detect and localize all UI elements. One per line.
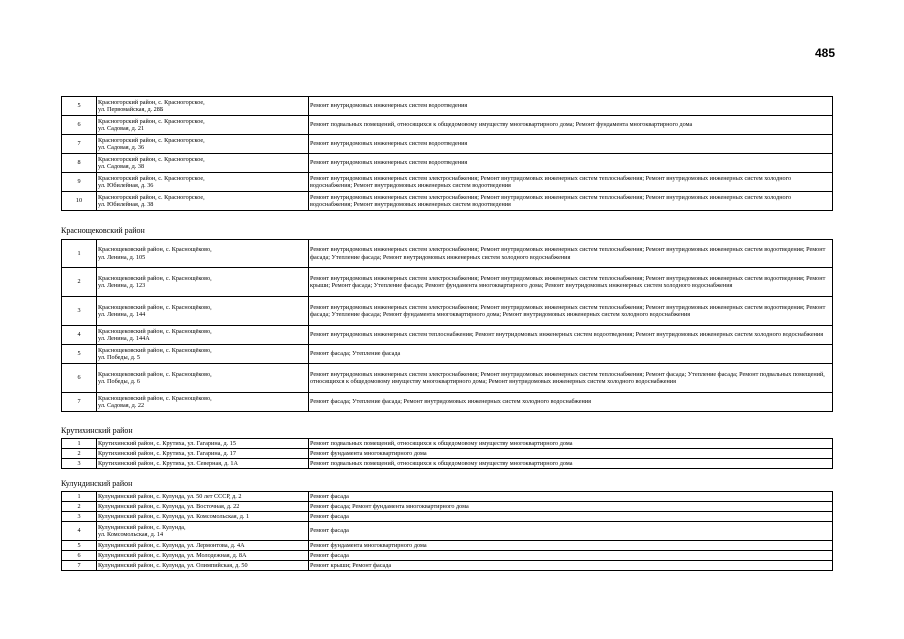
works-cell: Ремонт подвальных помещений, относящихся к общедомовому имуществу многоквартирного дома; Ремонт фундамента многоквартирного дома xyxy=(309,116,833,135)
address-cell: Кулундинский район, с. Кулунда, ул. Лермонтова, д. 4А xyxy=(97,541,309,551)
row-number-cell: 2 xyxy=(62,268,97,297)
works-table xyxy=(61,438,833,469)
row-number-cell: 3 xyxy=(62,512,97,522)
works-cell: Ремонт внутридомовых инженерных систем теплоснабжения; Ремонт внутридомовых инженерных систем водоотведения; Ремонт внутридомовых инженерных систем холодного водоснабжения xyxy=(309,326,833,345)
row-number-cell: 7 xyxy=(62,561,97,571)
address-cell: Крутихинский район, с. Крутиха, ул. Гагарина, д. 15 xyxy=(97,439,309,449)
address-cell: Кулундинский район, с. Кулунда, ул. Комсомольская, д. 1 xyxy=(97,512,309,522)
table-row xyxy=(62,326,833,345)
works-cell: Ремонт внутридомовых инженерных систем электроснабжения; Ремонт внутридомовых инженерных систем теплоснабжения; Ремонт внутридомовых инженерных систем холодного водоснабжения; Ремонт внутридомовых инженерных систем водоотведения xyxy=(309,173,833,192)
district-heading: Кулундинский район xyxy=(61,479,133,488)
row-number-cell: 1 xyxy=(62,439,97,449)
works-cell: Ремонт внутридомовых инженерных систем электроснабжения; Ремонт внутридомовых инженерных систем теплоснабжения; Ремонт внутридомовых инженерных систем водоотведения; Ремонт крыши; Ремонт фасада; Утепление фасада; Ремонт фундамента многоквартирного дома; Ремонт внутридомовых инженерных систем холодного водоснабжения xyxy=(309,268,833,297)
address-cell: Краснощековский район, с. Краснощёково, ул. Ленина, д. 105 xyxy=(97,240,309,268)
table-row xyxy=(62,240,833,268)
address-cell: Краснощековский район, с. Краснощёково, ул. Победы, д. 5 xyxy=(97,345,309,364)
row-number-cell: 5 xyxy=(62,97,97,116)
address-cell: Кулундинский район, с. Кулунда, ул. Комсомольская, д. 14 xyxy=(97,522,309,541)
table-row xyxy=(62,512,833,522)
row-number-cell: 9 xyxy=(62,173,97,192)
table-row xyxy=(62,439,833,449)
row-number-cell: 6 xyxy=(62,551,97,561)
row-number-cell: 7 xyxy=(62,393,97,412)
works-cell: Ремонт фасада xyxy=(309,551,833,561)
row-number-cell: 1 xyxy=(62,492,97,502)
district-heading: Крутихинский район xyxy=(61,426,133,435)
works-cell: Ремонт крыши; Ремонт фасада xyxy=(309,561,833,571)
address-cell: Кулундинский район, с. Кулунда, ул. Олимпийская, д. 50 xyxy=(97,561,309,571)
table-row xyxy=(62,297,833,326)
address-cell: Красногорский район, с. Красногорское, ул. Первомайская, д. 28Б xyxy=(97,97,309,116)
row-number-cell: 10 xyxy=(62,192,97,211)
row-number-cell: 5 xyxy=(62,541,97,551)
table-row xyxy=(62,97,833,116)
works-cell: Ремонт внутридомовых инженерных систем водоотведения xyxy=(309,97,833,116)
address-cell: Краснощековский район, с. Краснощёково, ул. Садовая, д. 22 xyxy=(97,393,309,412)
works-cell: Ремонт внутридомовых инженерных систем электроснабжения; Ремонт внутридомовых инженерных систем теплоснабжения; Ремонт внутридомовых инженерных систем холодного водоснабжения; Ремонт внутридомовых инженерных систем водоотведения xyxy=(309,192,833,211)
table-row xyxy=(62,492,833,502)
row-number-cell: 6 xyxy=(62,116,97,135)
address-cell: Красногорский район, с. Красногорское, ул. Юбилейная, д. 38 xyxy=(97,192,309,211)
table-row xyxy=(62,173,833,192)
works-cell: Ремонт фасада; Утепление фасада; Ремонт внутридомовых инженерных систем холодного водоснабжения xyxy=(309,393,833,412)
works-cell: Ремонт фасада; Утепление фасада xyxy=(309,345,833,364)
works-cell: Ремонт внутридомовых инженерных систем электроснабжения; Ремонт внутридомовых инженерных систем теплоснабжения; Ремонт внутридомовых инженерных систем водоотведения; Ремонт фасада; Утепление фасада; Ремонт фундамента многоквартирного дома; Ремонт внутридомовых инженерных систем холодного водоснабжения xyxy=(309,297,833,326)
row-number-cell: 4 xyxy=(62,326,97,345)
address-cell: Красногорский район, с. Красногорское, ул. Юбилейная, д. 36 xyxy=(97,173,309,192)
table-row xyxy=(62,522,833,541)
row-number-cell: 1 xyxy=(62,240,97,268)
address-cell: Красногорский район, с. Красногорское, ул. Садовая, д. 36 xyxy=(97,135,309,154)
table-row xyxy=(62,459,833,469)
row-number-cell: 8 xyxy=(62,154,97,173)
address-cell: Краснощековский район, с. Краснощёково, ул. Ленина, д. 144А xyxy=(97,326,309,345)
works-cell: Ремонт фасада xyxy=(309,522,833,541)
row-number-cell: 5 xyxy=(62,345,97,364)
table-row xyxy=(62,541,833,551)
works-table xyxy=(61,96,833,211)
page-number: 485 xyxy=(815,46,836,60)
address-cell: Краснощековский район, с. Краснощёково, ул. Ленина, д. 144 xyxy=(97,297,309,326)
table-row xyxy=(62,154,833,173)
table-row xyxy=(62,551,833,561)
works-cell: Ремонт фасада xyxy=(309,492,833,502)
works-cell: Ремонт фундамента многоквартирного дома xyxy=(309,449,833,459)
table-row xyxy=(62,268,833,297)
table-row xyxy=(62,345,833,364)
table-row xyxy=(62,116,833,135)
works-cell: Ремонт внутридомовых инженерных систем электроснабжения; Ремонт внутридомовых инженерных систем теплоснабжения; Ремонт фасада; Утепление фасада; Ремонт подвальных помещений, относящихся к общедомовому имуществу многоквартирного дома; Ремонт внутридомовых инженерных систем холодного водоснабжения xyxy=(309,364,833,393)
works-cell: Ремонт внутридомовых инженерных систем электроснабжения; Ремонт внутридомовых инженерных систем теплоснабжения; Ремонт внутридомовых инженерных систем водоотведения; Ремонт фасада; Утепление фасада; Ремонт внутридомовых инженерных систем холодного водоснабжения xyxy=(309,240,833,268)
address-cell: Крутихинский район, с. Крутиха, ул. Северная, д. 1А xyxy=(97,459,309,469)
table-row xyxy=(62,449,833,459)
row-number-cell: 6 xyxy=(62,364,97,393)
works-cell: Ремонт внутридомовых инженерных систем водоотведения xyxy=(309,154,833,173)
works-cell: Ремонт фасада; Ремонт фундамента многоквартирного дома xyxy=(309,502,833,512)
address-cell: Краснощековский район, с. Краснощёково, ул. Ленина, д. 123 xyxy=(97,268,309,297)
table-row xyxy=(62,135,833,154)
works-cell: Ремонт фундамента многоквартирного дома xyxy=(309,541,833,551)
row-number-cell: 4 xyxy=(62,522,97,541)
row-number-cell: 2 xyxy=(62,449,97,459)
row-number-cell: 2 xyxy=(62,502,97,512)
address-cell: Красногорский район, с. Красногорское, ул. Садовая, д. 38 xyxy=(97,154,309,173)
works-table xyxy=(61,491,833,571)
table-row xyxy=(62,561,833,571)
works-cell: Ремонт внутридомовых инженерных систем водоотведения xyxy=(309,135,833,154)
address-cell: Краснощековский район, с. Краснощёково, ул. Победы, д. 6 xyxy=(97,364,309,393)
row-number-cell: 3 xyxy=(62,297,97,326)
table-row xyxy=(62,364,833,393)
table-row xyxy=(62,502,833,512)
table-row xyxy=(62,192,833,211)
address-cell: Красногорский район, с. Красногорское, ул. Садовая, д. 21 xyxy=(97,116,309,135)
district-heading: Краснощековский район xyxy=(61,226,145,235)
address-cell: Кулундинский район, с. Кулунда, ул. Восточная, д. 22 xyxy=(97,502,309,512)
table-row xyxy=(62,393,833,412)
address-cell: Кулундинский район, с. Кулунда, ул. Молодежная, д. 8А xyxy=(97,551,309,561)
works-cell: Ремонт фасада xyxy=(309,512,833,522)
works-cell: Ремонт подвальных помещений, относящихся к общедомовому имуществу многоквартирного дома xyxy=(309,439,833,449)
row-number-cell: 7 xyxy=(62,135,97,154)
row-number-cell: 3 xyxy=(62,459,97,469)
address-cell: Кулундинский район, с. Кулунда, ул. 50 лет СССР, д. 2 xyxy=(97,492,309,502)
works-table xyxy=(61,239,833,412)
works-cell: Ремонт подвальных помещений, относящихся к общедомовому имуществу многоквартирного дома xyxy=(309,459,833,469)
address-cell: Крутихинский район, с. Крутиха, ул. Гагарина, д. 17 xyxy=(97,449,309,459)
